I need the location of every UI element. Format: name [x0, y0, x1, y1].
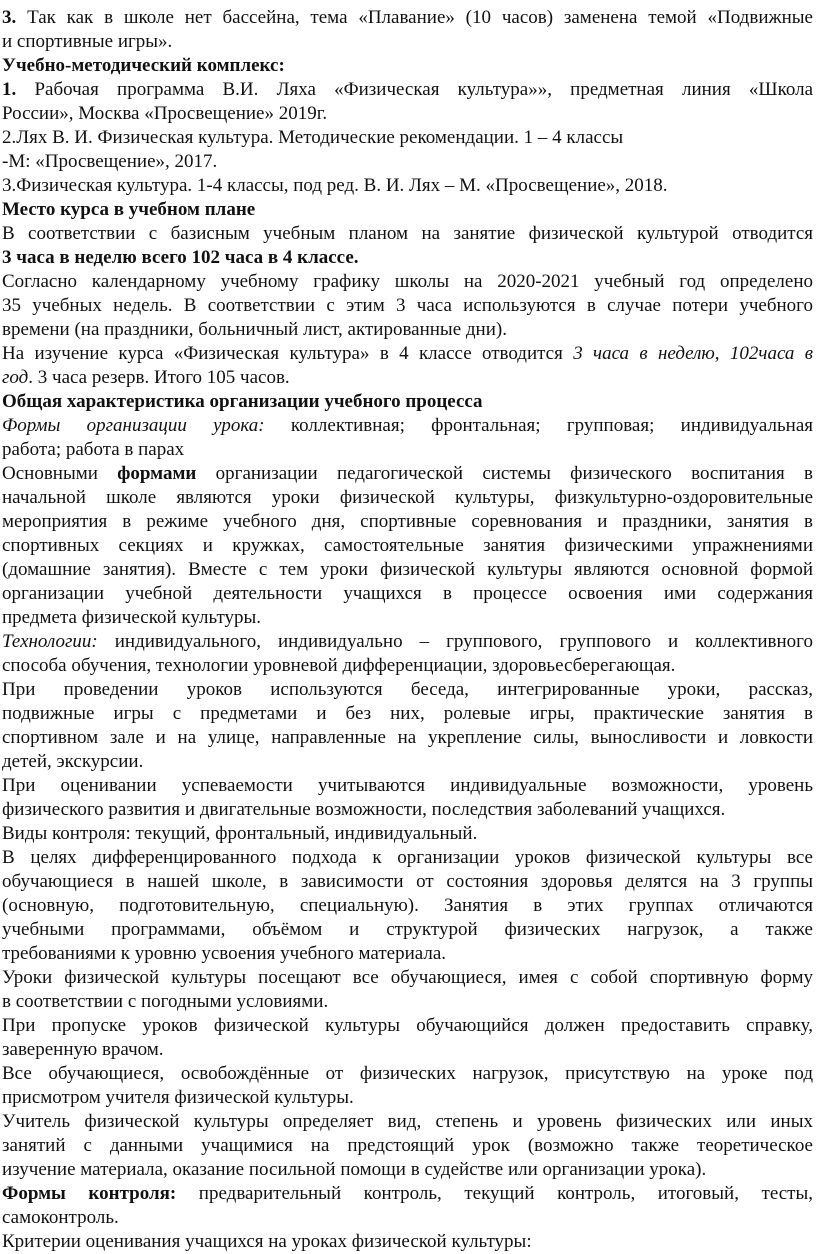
paragraph-line: 2.Лях В. И. Физическая культура. Методические рекомендации. 1 – 4 классы [2, 127, 624, 148]
paragraph-line [2, 342, 813, 366]
paragraph-line: 3.Физическая культура. 1-4 классы, под ред. В. И. Лях – М. «Просвещение», 2018. [2, 175, 668, 196]
paragraph-line: (основную, подготовительную, специальную). Занятия в этих группах отличаются [2, 895, 813, 916]
paragraph-line: Согласно календарному учебному графику школы на 2020-2021 учебный год определено [2, 271, 813, 292]
paragraph-line: подвижные игры с предметами и без них, ролевые игры, практические занятия в [2, 703, 813, 724]
italic-label: Формы организации урока: [2, 415, 265, 436]
paragraph-line: детей, экскурсии. [2, 751, 144, 772]
paragraph-line-bold: 3 часа в неделю всего 102 часа в 4 классе. [2, 247, 359, 268]
paragraph-line: присмотром учителя физической культуры. [2, 1087, 354, 1108]
list-number: 3. [2, 7, 17, 28]
paragraph-line: времени (на праздники, больничный лист, актированные дни). [2, 319, 507, 340]
paragraph-line: физического развития и двигательные возможности, последствия заболеваний учащихся. [2, 799, 726, 820]
line-text: Основными [2, 463, 118, 484]
bold-text: формами [117, 463, 197, 484]
paragraph-line: (домашние занятия). Вместе с тем уроки физической культуры являются основной формой [2, 559, 813, 580]
paragraph-line: Уроки физической культуры посещают все обучающиеся, имея с собой спортивную форму [2, 967, 813, 988]
paragraph-line: работа; работа в парах [2, 439, 185, 460]
line-text: . 3 часа резерв. Итого 105 часов. [28, 367, 290, 388]
line-text: На изучение курса «Физическая культура» в 4 классе отводится [2, 343, 574, 364]
paragraph-line: Критерии оценивания учащихся на уроках физической культуры: [2, 1231, 532, 1252]
line-text: индивидуального, индивидуально – группового, группового и коллективного [97, 631, 813, 652]
paragraph-line [2, 414, 813, 438]
paragraph-line: способа обучения, технологии уровневой дифференциации, здоровьесберегающая. [2, 655, 676, 676]
section-heading: Место курса в учебном плане [2, 199, 256, 220]
paragraph-line [2, 462, 813, 486]
line-text: коллективная; фронтальная; групповая; индивидуальная [264, 415, 813, 436]
paragraph-line: При проведении уроков используются беседа, интегрированные уроки, рассказ, [2, 679, 813, 700]
line-text: Рабочая программа В.И. Ляха «Физическая культура»», предметная линия «Школа [16, 79, 813, 100]
italic-label: Технологии: [2, 631, 98, 652]
paragraph-line: заверенную врачом. [2, 1039, 164, 1060]
paragraph-line: занятий с данными учащимися на предстоящий урок (возможно также теоретическое [2, 1135, 813, 1156]
paragraph-line [2, 630, 813, 654]
paragraph-line: учебными программами, объёмом и структурой физических нагрузок, а также [2, 919, 813, 940]
paragraph-line [2, 78, 813, 102]
paragraph-line: изучение материала, оказание посильной помощи в судействе или организации урока). [2, 1159, 707, 1180]
paragraph-line [2, 1182, 813, 1206]
paragraph-line: организации учебной деятельности учащихся в процессе освоения ими содержания [2, 583, 813, 604]
paragraph-line [2, 366, 813, 390]
paragraph-line: России», Москва «Просвещение» 2019г. [2, 103, 328, 124]
paragraph-line: предмета физической культуры. [2, 607, 262, 628]
italic-text: год [2, 367, 29, 388]
paragraph-line [2, 6, 813, 30]
section-heading: Общая характеристика организации учебного процесса [2, 391, 483, 412]
paragraph-line: Все обучающиеся, освобождённые от физических нагрузок, присутствую на уроке под [2, 1063, 813, 1084]
paragraph-line: -М: «Просвещение», 2017. [2, 151, 218, 172]
italic-text: 3 часа в неделю, 102часа в [573, 343, 813, 364]
paragraph-line: 35 учебных недель. В соответствии с этим 3 часа используются в случае потери учебного [2, 295, 813, 316]
paragraph-line: начальной школе являются уроки физической культуры, физкультурно-оздоровительные [2, 487, 813, 508]
paragraph-line: обучающиеся в нашей школе, в зависимости от состояния здоровья делятся на 3 группы [2, 871, 813, 892]
paragraph-line: мероприятия в режиме учебного дня, спортивные соревнования и праздники, занятия в [2, 511, 813, 532]
paragraph-line: и спортивные игры». [2, 31, 173, 52]
paragraph-line: требованиями к уровню усвоения учебного материала. [2, 943, 447, 964]
paragraph-line: Учитель физической культуры определяет вид, степень и уровень физических или иных [2, 1111, 813, 1132]
paragraph-line: При пропуске уроков физической культуры обучающийся должен предоставить справку, [2, 1015, 813, 1036]
paragraph-line: самоконтроль. [2, 1207, 119, 1228]
paragraph-line: При оценивании успеваемости учитываются индивидуальные возможности, уровень [2, 775, 813, 796]
paragraph-line: спортивном зале и на улице, направленные на укрепление силы, выносливости и ловкости [2, 727, 813, 748]
paragraph-line: спортивных секциях и кружках, самостоятельные занятия физическими упражнениями [2, 535, 813, 556]
paragraph-line: в соответствии с погодными условиями. [2, 991, 329, 1012]
section-heading: Учебно-методический комплекс: [2, 55, 285, 76]
paragraph-line: Виды контроля: текущий, фронтальный, индивидуальный. [2, 823, 478, 844]
paragraph-line: В целях дифференцированного подхода к организации уроков физической культуры все [2, 847, 813, 868]
line-text: Так как в школе нет бассейна, тема «Плавание» (10 часов) заменена темой «Подвижные [16, 7, 813, 28]
line-text: предварительный контроль, текущий контроль, итоговый, тесты, [176, 1183, 813, 1204]
list-number: 1. [2, 79, 17, 100]
bold-label: Формы контроля: [2, 1183, 177, 1204]
line-text: организации педагогической системы физического воспитания в [196, 463, 813, 484]
paragraph-line: В соответствии с базисным учебным планом на занятие физической культурой отводится [2, 223, 813, 244]
